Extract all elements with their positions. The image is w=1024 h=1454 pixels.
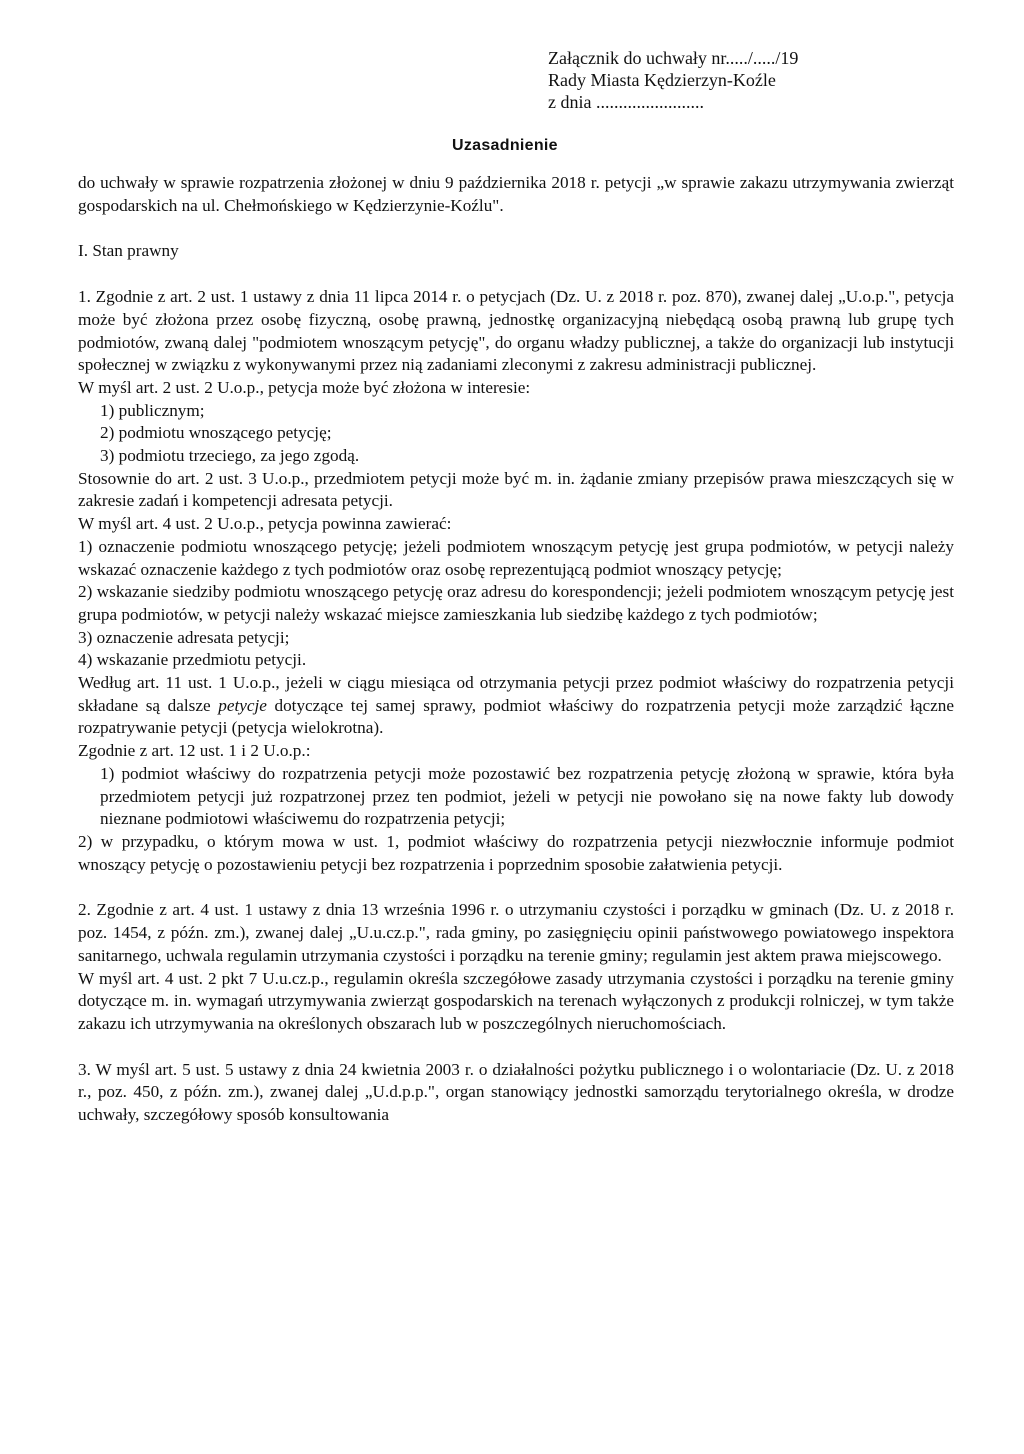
s1-p6-item-1: 1) podmiot właściwy do rozpatrzenia petycji może pozostawić bez rozpatrzenia petycję złożoną w sprawie, która była przedmiotem petycji już rozpatrzonej przez ten podmiot, jeżeli w petycji nie powołano się na nowe fakty lub dowody nieznane podmiotowi właściwemu do rozpatrzenia petycji; [100,763,954,829]
s1-p5-text-a: Według art. 11 ust. 1 U.o.p., jeżeli w ciągu miesiąca od otrzymania petycji przez podmiot właściwy do rozpatrzenia petycji składane są dalsze [78,673,954,715]
s1-p2-item-2: 2) podmiotu wnoszącego petycję; [100,423,332,443]
document-body [78,172,954,1127]
s1-paragraph-5 [78,672,954,740]
s1-paragraph-1: 1. Zgodnie z art. 2 ust. 1 ustawy z dnia 11 lipca 2014 r. o petycjach (Dz. U. z 2018 r. poz. 870), zwanej dalej „U.o.p.", petycja może być złożona przez osobę fizyczną, osobę prawną, jednostkę organizacyjną niebędącą osobą prawną lub grupę tych podmiotów, zwaną dalej "podmiotem wnoszącym petycję", do organu władzy publicznej, a także do organizacji lub instytucji społecznej w związku z wykonywanymi przez nią zadaniami zleconymi z zakresu administracji publicznej. [78,287,954,375]
s1-p2-item-1: 1) publicznym; [100,400,205,420]
attachment-line-2: Rady Miasta Kędzierzyn-Koźle [548,70,776,90]
intro-paragraph: do uchwały w sprawie rozpatrzenia złożonej w dniu 9 października 2018 r. petycji „w sprawie zakazu utrzymywania zwierząt gospodarskich na ul. Chełmońskiego w Kędzierzynie-Koźlu". [78,173,954,215]
s2-paragraph-1: 2. Zgodnie z art. 4 ust. 1 ustawy z dnia 13 września 1996 r. o utrzymaniu czystości i porządku w gminach (Dz. U. z 2018 r. poz. 1454, z późn. zm.), zwanej dalej „U.u.cz.p.", rada gminy, po zasięgnięciu opinii państwowego powiatowego inspektora sanitarnego, uchwala regulamin utrzymania czystości i porządku na terenie gminy; regulamin jest aktem prawa miejscowego. [78,900,954,965]
s1-p6-item-2: 2) w przypadku, o którym mowa w ust. 1, podmiot właściwy do rozpatrzenia petycji niezwłocznie informuje podmiot wnoszący petycję o pozostawieniu petycji bez rozpatrzenia i poprzednim sposobie załatwienia petycji. [78,831,954,874]
s1-p4-item-3: 3) oznaczenie adresata petycji; [78,627,290,647]
document-heading: Uzasadnienie [452,137,558,154]
s1-p5-text-b: dotyczące tej samej sprawy, podmiot właściwy do rozpatrzenia petycji może zarządzić łączne rozpatrywanie petycji (petycja wielokrotna). [78,695,954,738]
s1-paragraph-2: W myśl art. 2 ust. 2 U.o.p., petycja może być złożona w interesie: [78,377,531,397]
s1-p4-item-2: 2) wskazanie siedziby podmiotu wnoszącego petycję oraz adresu do korespondencji; jeżeli podmiotem wnoszącym petycję jest grupa podmiotów, w petycji należy wskazać miejsce zamieszkania lub siedzibę każdego z tych podmiotów; [78,582,954,624]
s1-paragraph-4: W myśl art. 4 ust. 2 U.o.p., petycja powinna zawierać: [78,514,452,534]
s1-paragraph-6: Zgodnie z art. 12 ust. 1 i 2 U.o.p.: [78,741,311,761]
section-1-title: I. Stan prawny [78,241,179,261]
s2-paragraph-2: W myśl art. 4 ust. 2 pkt 7 U.u.cz.p., regulamin określa szczegółowe zasady utrzymania czystości i porządku na terenie gminy dotyczące m. in. wymagań utrzymywania zwierząt gospodarskich na terenach wyłączonych z produkcji rolniczej, w tym także zakazu ich utrzymywania na określonych obszarach lub w poszczególnych nieruchomościach. [78,968,954,1033]
s1-p5-emphasis: petycje [218,695,267,715]
s1-p4-item-1: 1) oznaczenie podmiotu wnoszącego petycję; jeżeli podmiotem wnoszącym petycję jest grupa podmiotów, w petycji należy wskazać oznaczenie każdego z tych podmiotów oraz osobę reprezentującą podmiot wnoszący petycję; [78,536,954,579]
s1-paragraph-3: Stosownie do art. 2 ust. 3 U.o.p., przedmiotem petycji może być m. in. żądanie zmiany przepisów prawa mieszczących się w zakresie zadań i kompetencji adresata petycji. [78,468,954,511]
attachment-line-1: Załącznik do uchwały nr...../...../19 [548,48,799,68]
attachment-header [548,47,798,113]
s1-p4-item-4: 4) wskazanie przedmiotu petycji. [78,650,307,670]
s3-paragraph-1: 3. W myśl art. 5 ust. 5 ustawy z dnia 24 kwietnia 2003 r. o działalności pożytku publicznego i o wolontariacie (Dz. U. z 2018 r., poz. 450, z późn. zm.), zwanej dalej „U.d.p.p.", organ stanowiący jednostki samorządu terytorialnego określa, w drodze uchwały, szczegółowy sposób konsultowania [78,1059,954,1125]
attachment-line-3: z dnia ........................ [548,92,704,112]
s1-p2-item-3: 3) podmiotu trzeciego, za jego zgodą. [100,446,360,466]
